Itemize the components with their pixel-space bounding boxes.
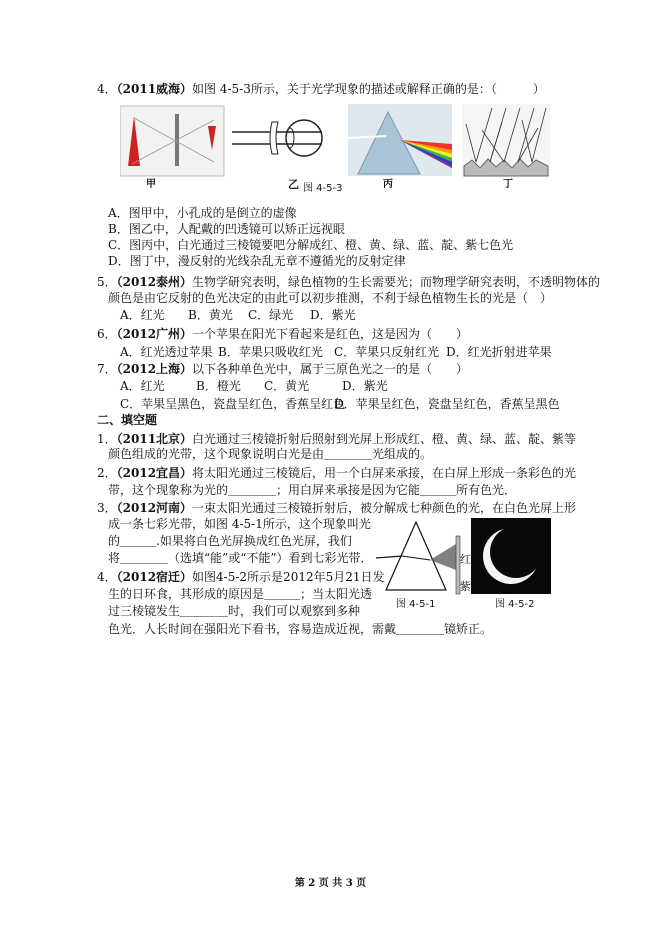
fill-question-2 bbox=[97, 466, 576, 481]
fill-question-1-text-2: 颜色组成的光带，这个现象说明白光是由＿＿＿＿光组成的。 bbox=[108, 447, 433, 461]
figure-4-5-3 bbox=[120, 104, 550, 190]
fig-caption-4-5-2: 图 4-5-2 bbox=[495, 599, 535, 610]
section-heading-fill-in: 二、填空题 bbox=[97, 413, 158, 427]
question-number: 4． bbox=[97, 570, 117, 584]
q7-option-c: C．黄光 bbox=[264, 379, 310, 393]
eclipse-photo bbox=[471, 518, 551, 594]
question-number: 1． bbox=[97, 432, 117, 446]
question-text: 生物学研究表明，绿色植物的生长需要光；而物理学研究表明，不透明物体的 bbox=[192, 275, 601, 289]
question-number: 6． bbox=[97, 327, 117, 341]
fill-question-3 bbox=[97, 501, 576, 516]
question-source: （2011威海） bbox=[116, 82, 193, 96]
q7-option-d2: D．苹果呈红色，瓷盘呈红色，香蕉呈黑色 bbox=[334, 397, 560, 411]
fill-question-3-text-3: 的＿＿＿.如果将白色光屏换成红色光屏，我们 bbox=[108, 534, 352, 548]
question-number: 2． bbox=[97, 466, 117, 480]
question-source: （2011北京） bbox=[116, 432, 193, 446]
fill-question-4-text-4: 色光．人长时间在强阳光下看书，容易造成近视，需戴＿＿＿＿镜矫正。 bbox=[108, 622, 493, 636]
question-source: （2012宿迁） bbox=[116, 570, 193, 584]
fill-question-4 bbox=[97, 570, 385, 585]
q5-option-a: A．红光 bbox=[120, 308, 165, 322]
fill-question-1 bbox=[97, 432, 576, 447]
fig-label-bing: 丙 bbox=[383, 179, 393, 190]
q6-option-a: A．红光透过苹果 bbox=[120, 345, 213, 359]
q7-option-d: D．紫光 bbox=[342, 379, 388, 393]
panel-jia-pinhole bbox=[120, 106, 224, 176]
fig-label-yi: 乙 bbox=[288, 178, 299, 191]
fig-caption-4-5-1: 图 4-5-1 bbox=[396, 599, 436, 610]
fig-caption-4-5-3: 图 4-5-3 bbox=[303, 183, 343, 194]
prism-label-violet: 紫 bbox=[460, 580, 471, 593]
q4-option-a: A．图甲中，小孔成的是倒立的虚像 bbox=[108, 206, 297, 220]
question-text: 一个苹果在阳光下看起来是红色，这是因为（ ） bbox=[192, 327, 469, 341]
fig-label-ding: 丁 bbox=[503, 179, 513, 190]
panel-ding-diffuse-reflection bbox=[462, 104, 550, 176]
question-4 bbox=[97, 82, 545, 97]
question-7 bbox=[97, 362, 468, 377]
q7-option-c2: C．苹果呈黑色，瓷盘呈红色，香蕉呈红色 bbox=[120, 397, 346, 411]
question-source: （2012上海） bbox=[116, 362, 193, 376]
question-text: 如图 4-5-3所示，关于光学现象的描述或解释正确的是：（ ） bbox=[192, 82, 545, 96]
question-number: 5． bbox=[97, 275, 117, 289]
q7-option-a: A．红光 bbox=[120, 379, 165, 393]
question-text: 如图4-5-2所示是2012年5月21日发 bbox=[192, 570, 385, 584]
fill-question-2-text-2: 带，这个现象称为光的＿＿＿＿；用白屏来承接是因为它能＿＿＿所有色光． bbox=[108, 483, 517, 497]
fill-question-3-text-2: 成一条七彩光带，如图 4-5-1所示，这个现象叫光 bbox=[108, 517, 371, 531]
figure-4-5-2-eclipse bbox=[471, 518, 551, 594]
fig-label-jia: 甲 bbox=[146, 179, 156, 190]
panel-yi-eye-lens bbox=[232, 120, 322, 156]
question-number: 4． bbox=[97, 82, 117, 96]
q6-option-c: C．苹果只反射红光 bbox=[334, 345, 440, 359]
page-footer: 第 2 页 共 3 页 bbox=[294, 878, 367, 889]
q6-option-b: B．苹果只吸收红光 bbox=[218, 345, 323, 359]
panel-bing-prism bbox=[348, 104, 452, 176]
fill-question-4-text-3: 过三棱镜发生＿＿＿＿时，我们可以观察到多种 bbox=[108, 604, 361, 618]
q4-option-c: C．图丙中，白光通过三棱镜要吧分解成红、橙、黄、绿、蓝、靛、紫七色光 bbox=[108, 238, 514, 252]
question-6 bbox=[97, 327, 468, 342]
q5-option-c: C．绿光 bbox=[248, 308, 294, 322]
question-number: 7． bbox=[97, 362, 117, 376]
question-source: （2012宜昌） bbox=[116, 466, 193, 480]
prism-label-red: 红 bbox=[460, 553, 471, 566]
question-text: 白光通过三棱镜折射后照射到光屏上形成红、橙、黄、绿、蓝、靛、紫等 bbox=[192, 432, 577, 446]
question-text: 一束太阳光通过三棱镜折射后，被分解成七种颜色的光，在白色光屏上形 bbox=[192, 501, 577, 515]
question-source: （2012广州） bbox=[116, 327, 193, 341]
q5-option-b: B．黄光 bbox=[188, 308, 233, 322]
question-5-text-2: 颜色是由它反射的色光决定的由此可以初步推测，不利于绿色植物生长的光是（ ） bbox=[108, 291, 553, 305]
q6-option-d: D．红光折射进苹果 bbox=[446, 345, 552, 359]
question-text: 以下各种单色光中，属于三原色光之一的是（ ） bbox=[192, 362, 469, 376]
optics-figure-panels bbox=[120, 104, 550, 190]
fill-question-4-text-2: 生的日环食，其形成的原因是＿＿＿；当太阳光透 bbox=[108, 587, 373, 601]
question-number: 3． bbox=[97, 501, 117, 515]
q5-option-d: D．紫光 bbox=[310, 308, 356, 322]
question-5 bbox=[97, 275, 600, 290]
question-text: 将太阳光通过三棱镜后，用一个白屏来承接，在白屏上形成一条彩色的光 bbox=[192, 466, 577, 480]
question-source: （2012河南） bbox=[116, 501, 193, 515]
q4-option-d: D．图丁中，漫反射的光线杂乱无章不遵循光的反射定律 bbox=[108, 254, 406, 268]
fill-question-3-text-4: 将＿＿＿＿（选填“能”或“不能”）看到七彩光带． bbox=[108, 551, 373, 565]
question-source: （2012泰州） bbox=[116, 275, 193, 289]
q7-option-b: B．橙光 bbox=[196, 379, 241, 393]
q4-option-b: B．图乙中，人配戴的凹透镜可以矫正远视眼 bbox=[108, 222, 345, 236]
